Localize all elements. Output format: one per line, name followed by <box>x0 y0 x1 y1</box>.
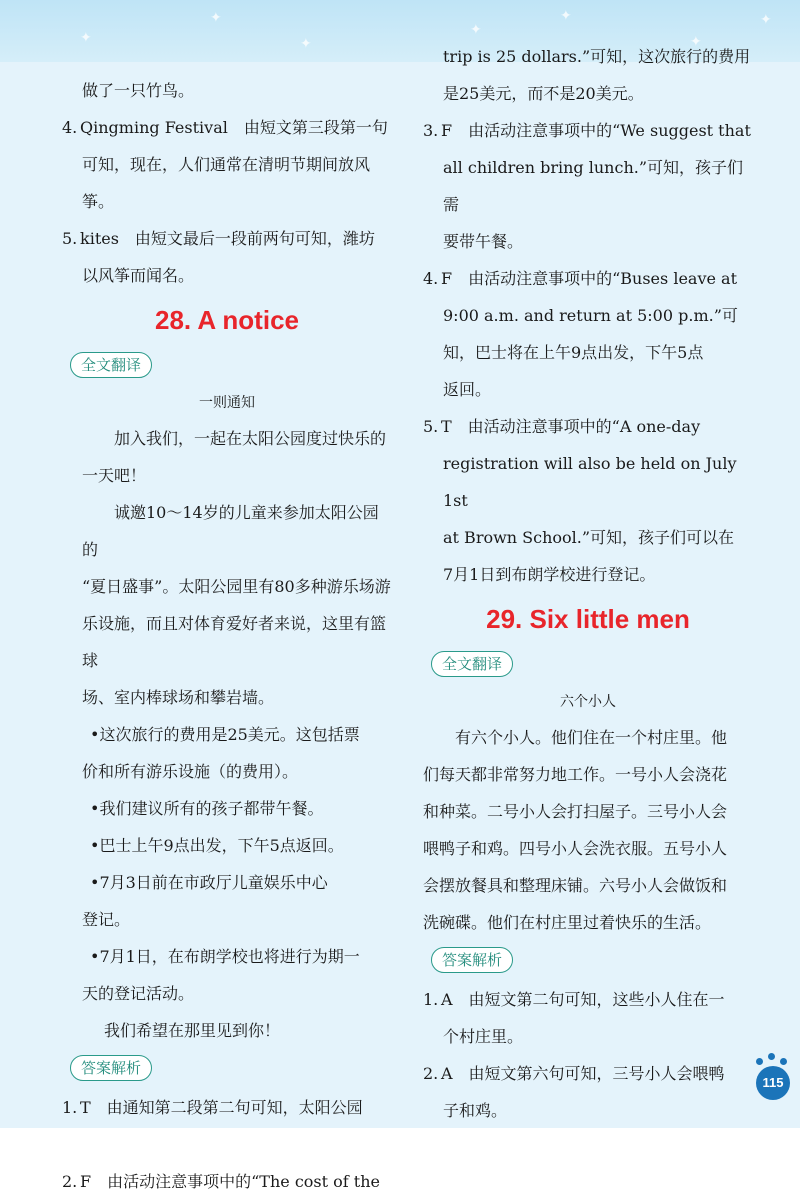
line-text: 是25美元，而不是20美元。 <box>443 84 644 103</box>
answer-line <box>423 260 753 297</box>
notice-paragraph: 诚邀10～14岁的儿童来参加太阳公园的 <box>82 503 379 559</box>
answer-line <box>423 223 753 260</box>
line-text: 9:00 a.m. and return at 5:00 p.m.”可 <box>443 306 738 325</box>
paw-icon <box>780 1058 787 1065</box>
sparkle-icon: ✦ <box>470 22 482 38</box>
answer-line <box>423 334 753 371</box>
line-text: trip is 25 dollars.”可知，这次旅行的费用 <box>443 47 751 66</box>
sparkle-icon: ✦ <box>80 30 92 46</box>
notice-paragraph: 场、室内棒球场和攀岩墙。 <box>82 688 275 707</box>
line-text: T 由活动注意事项中的“A one-day <box>441 417 701 436</box>
line-text: 7月1日到布朗学校进行登记。 <box>443 565 656 584</box>
line-text: at Brown School.”可知，孩子们可以在 <box>443 528 735 547</box>
story-line: 和种菜。二号小人会打扫屋子。三号小人会 <box>423 802 728 821</box>
line-text: 以风筝而闻名。 <box>82 266 195 285</box>
answer-line <box>423 149 753 223</box>
line-text: A 由短文第六句可知，三号小人会喂鸭 <box>441 1064 725 1083</box>
line-text: 要带午餐。 <box>443 232 524 251</box>
right-answers <box>423 981 753 1129</box>
section-title-28: 28. A notice <box>154 305 299 335</box>
right-column <box>423 47 753 1129</box>
item-number: 2. <box>62 1172 78 1191</box>
answer-line <box>62 1163 392 1200</box>
sparkle-icon: ✦ <box>690 34 702 50</box>
line-text: 知，巴士将在上午9点出发，下午5点 <box>443 343 704 362</box>
answer-line <box>423 75 753 112</box>
line-text: kites 由短文最后一段前两句可知，潍坊 <box>80 229 375 248</box>
answer-line <box>62 109 392 146</box>
story-line: 洗碗碟。他们在村庄里过着快乐的生活。 <box>423 913 712 932</box>
sparkle-icon: ✦ <box>560 8 572 24</box>
bullet-item: •巴士上午9点出发，下午5点返回。 <box>90 836 344 855</box>
section-title-29: 29. Six little men <box>486 604 690 634</box>
item-number: 5. <box>423 417 439 436</box>
paw-icon <box>768 1053 775 1060</box>
story-line: 会摆放餐具和整理床铺。六号小人会做饭和 <box>423 876 728 895</box>
answer-line <box>423 556 753 593</box>
answer-line <box>423 1055 753 1092</box>
line-text: A 由短文第二句可知，这些小人住在一 <box>441 990 725 1009</box>
bullet-item: 天的登记活动。 <box>82 984 195 1003</box>
item-number: 4. <box>62 118 78 137</box>
line-text: F 由活动注意事项中的“We suggest that <box>441 121 751 140</box>
answer-line <box>423 1092 753 1129</box>
answer-badge: 答案解析 <box>431 947 513 973</box>
line-text: registration will also be held on July 1st <box>443 454 737 510</box>
answer-line <box>62 146 392 220</box>
story-line: 有六个小人。他们住在一个村庄里。他 <box>455 728 728 747</box>
item-number: 4. <box>423 269 439 288</box>
line-text: 可知，现在，人们通常在清明节期间放风筝。 <box>82 155 371 211</box>
answer-line <box>423 112 753 149</box>
bullet-item: 登记。 <box>82 910 131 929</box>
paw-icon <box>756 1058 763 1065</box>
right-top-answers <box>423 38 753 593</box>
notice-paragraph: 加入我们，一起在太阳公园度过快乐的 <box>114 429 387 448</box>
item-number: 1. <box>62 1098 78 1117</box>
line-text: F 由活动注意事项中的“The cost of the <box>80 1172 380 1191</box>
story-title: 六个小人 <box>560 694 616 710</box>
story-line: 们每天都非常努力地工作。一号小人会浇花 <box>423 765 728 784</box>
line-text: 个村庄里。 <box>443 1027 524 1046</box>
page-number: 115 <box>756 1066 790 1100</box>
bullet-item: •7月3日前在市政厅儿童娱乐中心 <box>90 873 328 892</box>
answer-line <box>62 1089 392 1126</box>
line-text: 返回。 <box>443 380 492 399</box>
item-number: 3. <box>423 121 439 140</box>
answer-line <box>423 371 753 408</box>
bullet-item: •7月1日，在布朗学校也将进行为期一 <box>90 947 360 966</box>
notice-paragraph: “夏日盛事”。太阳公园里有80多种游乐场游 <box>82 577 391 596</box>
sparkle-icon: ✦ <box>760 12 772 28</box>
notice-paragraph: 一天吧！ <box>82 466 147 485</box>
answer-badge: 答案解析 <box>70 1055 152 1081</box>
line-text: T 由通知第二段第二句可知，太阳公园 <box>80 1098 363 1117</box>
notice-paragraph: 乐设施，而且对体育爱好者来说，这里有篮球 <box>82 614 387 670</box>
notice-title: 一则通知 <box>199 395 255 411</box>
left-column <box>62 72 392 1200</box>
item-number: 5. <box>62 229 78 248</box>
line-text: F 由活动注意事项中的“Buses leave at <box>441 269 738 288</box>
notice-bullets <box>62 716 392 1012</box>
story-body <box>423 719 753 941</box>
answer-line <box>62 220 392 257</box>
answer-line <box>423 408 753 445</box>
line-text: 子和鸡。 <box>443 1101 508 1120</box>
answer-line <box>423 297 753 334</box>
bullet-item: •我们建议所有的孩子都带午餐。 <box>90 799 324 818</box>
left-top-answers <box>62 72 392 294</box>
sparkle-icon: ✦ <box>210 10 222 26</box>
answer-line <box>423 1018 753 1055</box>
bullet-item: 价和所有游乐设施（的费用）。 <box>82 762 299 781</box>
answer-line <box>423 981 753 1018</box>
item-number: 2. <box>423 1064 439 1083</box>
translation-badge: 全文翻译 <box>70 352 152 378</box>
answer-line <box>423 445 753 519</box>
answer-line <box>423 519 753 556</box>
sparkle-icon: ✦ <box>300 36 312 52</box>
answer-line <box>423 38 753 75</box>
line-text: 做了一只竹鸟。 <box>82 81 195 100</box>
story-line: 喂鸭子和鸡。四号小人会洗衣服。五号小人 <box>423 839 728 858</box>
bullet-item: •这次旅行的费用是25美元。这包括票 <box>90 725 360 744</box>
translation-badge: 全文翻译 <box>431 651 513 677</box>
item-number: 1. <box>423 990 439 1009</box>
notice-body <box>62 420 392 716</box>
line-text: Qingming Festival 由短文第三段第一句 <box>80 118 388 137</box>
closing-line: 我们希望在那里见到你！ <box>104 1021 281 1040</box>
line-text: all children bring lunch.”可知，孩子们需 <box>443 158 744 214</box>
bottom-margin <box>0 1128 800 1153</box>
answer-line <box>62 72 392 109</box>
answer-line <box>62 257 392 294</box>
